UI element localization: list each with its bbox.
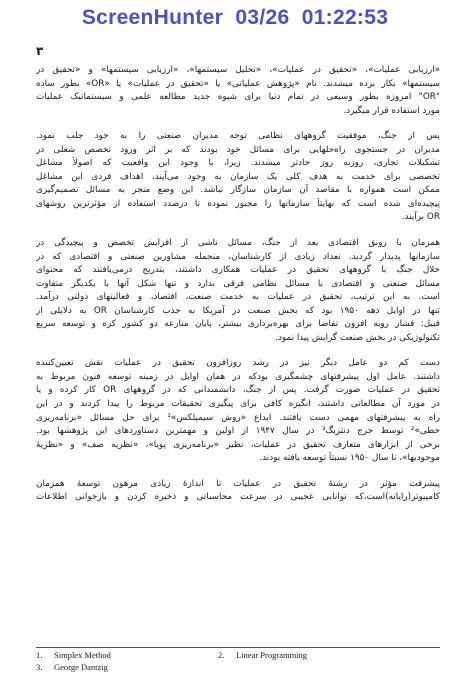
text-line: پیچیده‌ای شده است که نهایتاً سازمانها را مجبور نموده تا درصدد استفاده از مؤثرترین روشهای <box>36 198 440 209</box>
text-line: دست کم دو عامل دیگر نیز در رشد روزافزون تحقیق در عملیات نقش تعیین‌کننده <box>36 358 440 369</box>
text-line: مدیران در جستجوی راه‌حلهایی برای مسائل خود بودند که بر اثر ورود تخصص شغلی در <box>36 144 440 155</box>
text-line: کامپیوتر(رایانه)است،که توانایی عجیبی در سرعت محاسباتی و ذخیره کردن و بازخوانی اطلاعات <box>36 492 440 503</box>
footnote-text: Simplex Method <box>54 650 111 660</box>
paragraph <box>36 64 440 118</box>
text-line: قبیل: فشار روبه افزون تقاضا برای بهره‌برداری بیشتر، پایان منازعه دو کشور کره و توسعه سریع <box>36 319 440 330</box>
footnote-item <box>36 662 108 673</box>
text-line: پیشرفت مؤثر در رشتهٔ تحقیق در عملیات تا اندازهٔ زیادی مرهون توسعهٔ همزمان <box>36 478 440 489</box>
text-line: سازمانها پدیدار گردید. تعداد زیادی از کارشناسان، منجمله مشاورین صنعتی و اقتصادی که در <box>36 251 440 262</box>
footnote-number: 1. <box>36 650 43 660</box>
text-line: ممکن است همواره با مقاصد آن سازمان سازگار نباشد. این وضع منجر به مسائل تصمیم‌گیری <box>36 185 440 196</box>
text-line: تحقیق در عملیات صورت گرفت. پس از جنگ، دانشمندانی که در گروههای OR کار کرده و یا <box>36 385 440 396</box>
page-number: ۳ <box>36 44 44 58</box>
paragraph <box>36 130 440 225</box>
paragraph <box>36 478 440 505</box>
text-line: تکنولوژیکی در بخش صنعت گرایش پیدا نمود. <box>275 332 440 343</box>
text-line: مسائل صنعتی و اقتصادی با مسائل نظامی فرقی ندارد و تنها شکل آنها با یکدیگر متفاوت <box>36 278 440 289</box>
text-line: خلال جنگ با گروههای تحقیق در عملیات همکاری داشتند، بتدریج درمی‌یافتند که محتوای <box>36 265 440 276</box>
footnote-text: George Dantzig <box>54 662 108 672</box>
body-text <box>36 64 440 517</box>
paragraph <box>36 357 440 465</box>
text-line: «ارزیابی عملیات»، «تحقیق در عملیات»، «تحلیل سیستمها»، «ارزیابی سیستمها» و «تحقیق در <box>36 65 440 75</box>
footnote-divider <box>36 647 440 648</box>
text-line: موجودیها»، تا سال ۱۹۵۰ نسبتاً توسعه یافته بودند. <box>259 453 440 464</box>
text-line: تخصصی برای خدمت به هدف کلی یک سازمان به وجود می‌آیند، اهداف فردی این مشاغل <box>36 171 440 182</box>
text-line: همزمان با رونق اقتصادی بعد از جنگ، مسائل ناشی از افزایش تخصص و پیچیدگی در <box>36 238 440 249</box>
screenhunter-watermark: ScreenHunter 03/26 01:22:53 <box>81 6 389 29</box>
text-line: مورد استفاده قرار میگیرد. <box>343 105 440 116</box>
text-line: OR برآیند. <box>401 212 440 223</box>
text-line: تشکیلات تجاری، روزبه روز حادتر میشدند. زیرا، با وجود این واقعیت که اصولاً مشاغل <box>36 158 440 169</box>
text-line: است. به این ترتیب، تحقیق در عملیات به خدمت صنعت، اقتصاد، و فعالیتهای دولتی درآمد. <box>36 292 440 303</box>
text-line: داشتند. عامل اول پیشرفتهای چشمگیری بودکه در همان اوایل در زمینه توسعه فنون مربوط به <box>36 371 440 382</box>
paragraph <box>36 237 440 345</box>
footnote-item <box>218 650 307 661</box>
footnote-number: 3. <box>36 662 43 672</box>
text-line: برخی از ابزارهای متعارف تحقیق در عملیات، نظیر «برنامه‌ریزی پویا»، «نظریه صف» و «نظریهٔ <box>36 439 440 450</box>
text-line: "OR" امروزه بطور وسیعی در تمام دنیا برای شیوه جدید مطالعه علمی و سیستماتیک عملیات <box>36 92 440 103</box>
footnote-number: 2. <box>218 650 225 660</box>
text-line: سیستمها» بکار برده میشدند. نام «پژوهش عملیاتی» یا «تحقیق در عملیات» یا «OR» بطور ساده <box>36 78 440 89</box>
text-line: خطی»² توسط جرج دنتزیگ³ در سال ۱۹۴۷ از اولین و مهمترین دستاوردهای این پژوهشها بود. <box>36 426 440 437</box>
text-line: در مورد آن مطالعاتی داشتند، انگیزه کافی برای پیگیری تحقیقات مربوط را پیدا کردند و در این <box>36 399 440 410</box>
footnote-item <box>36 650 111 661</box>
footnote-text: Linear Programming <box>236 650 308 660</box>
text-line: راه به پیشرفتهای مهمی دست یافتند. ابداع «روش سیمپلکس»¹ برای حل مسائل «برنامه‌ریزی <box>36 412 440 423</box>
text-line: پس از جنگ، موفقیت گروههای نظامی توجه مدیران صنعتی را به خود جلب نمود. <box>36 131 440 142</box>
text-line: تنها در اوایل دهه ۱۹۵۰ بود که بخش صنعت در آمریکا به جذب کارشناسان OR به دلایلی از <box>36 305 440 316</box>
